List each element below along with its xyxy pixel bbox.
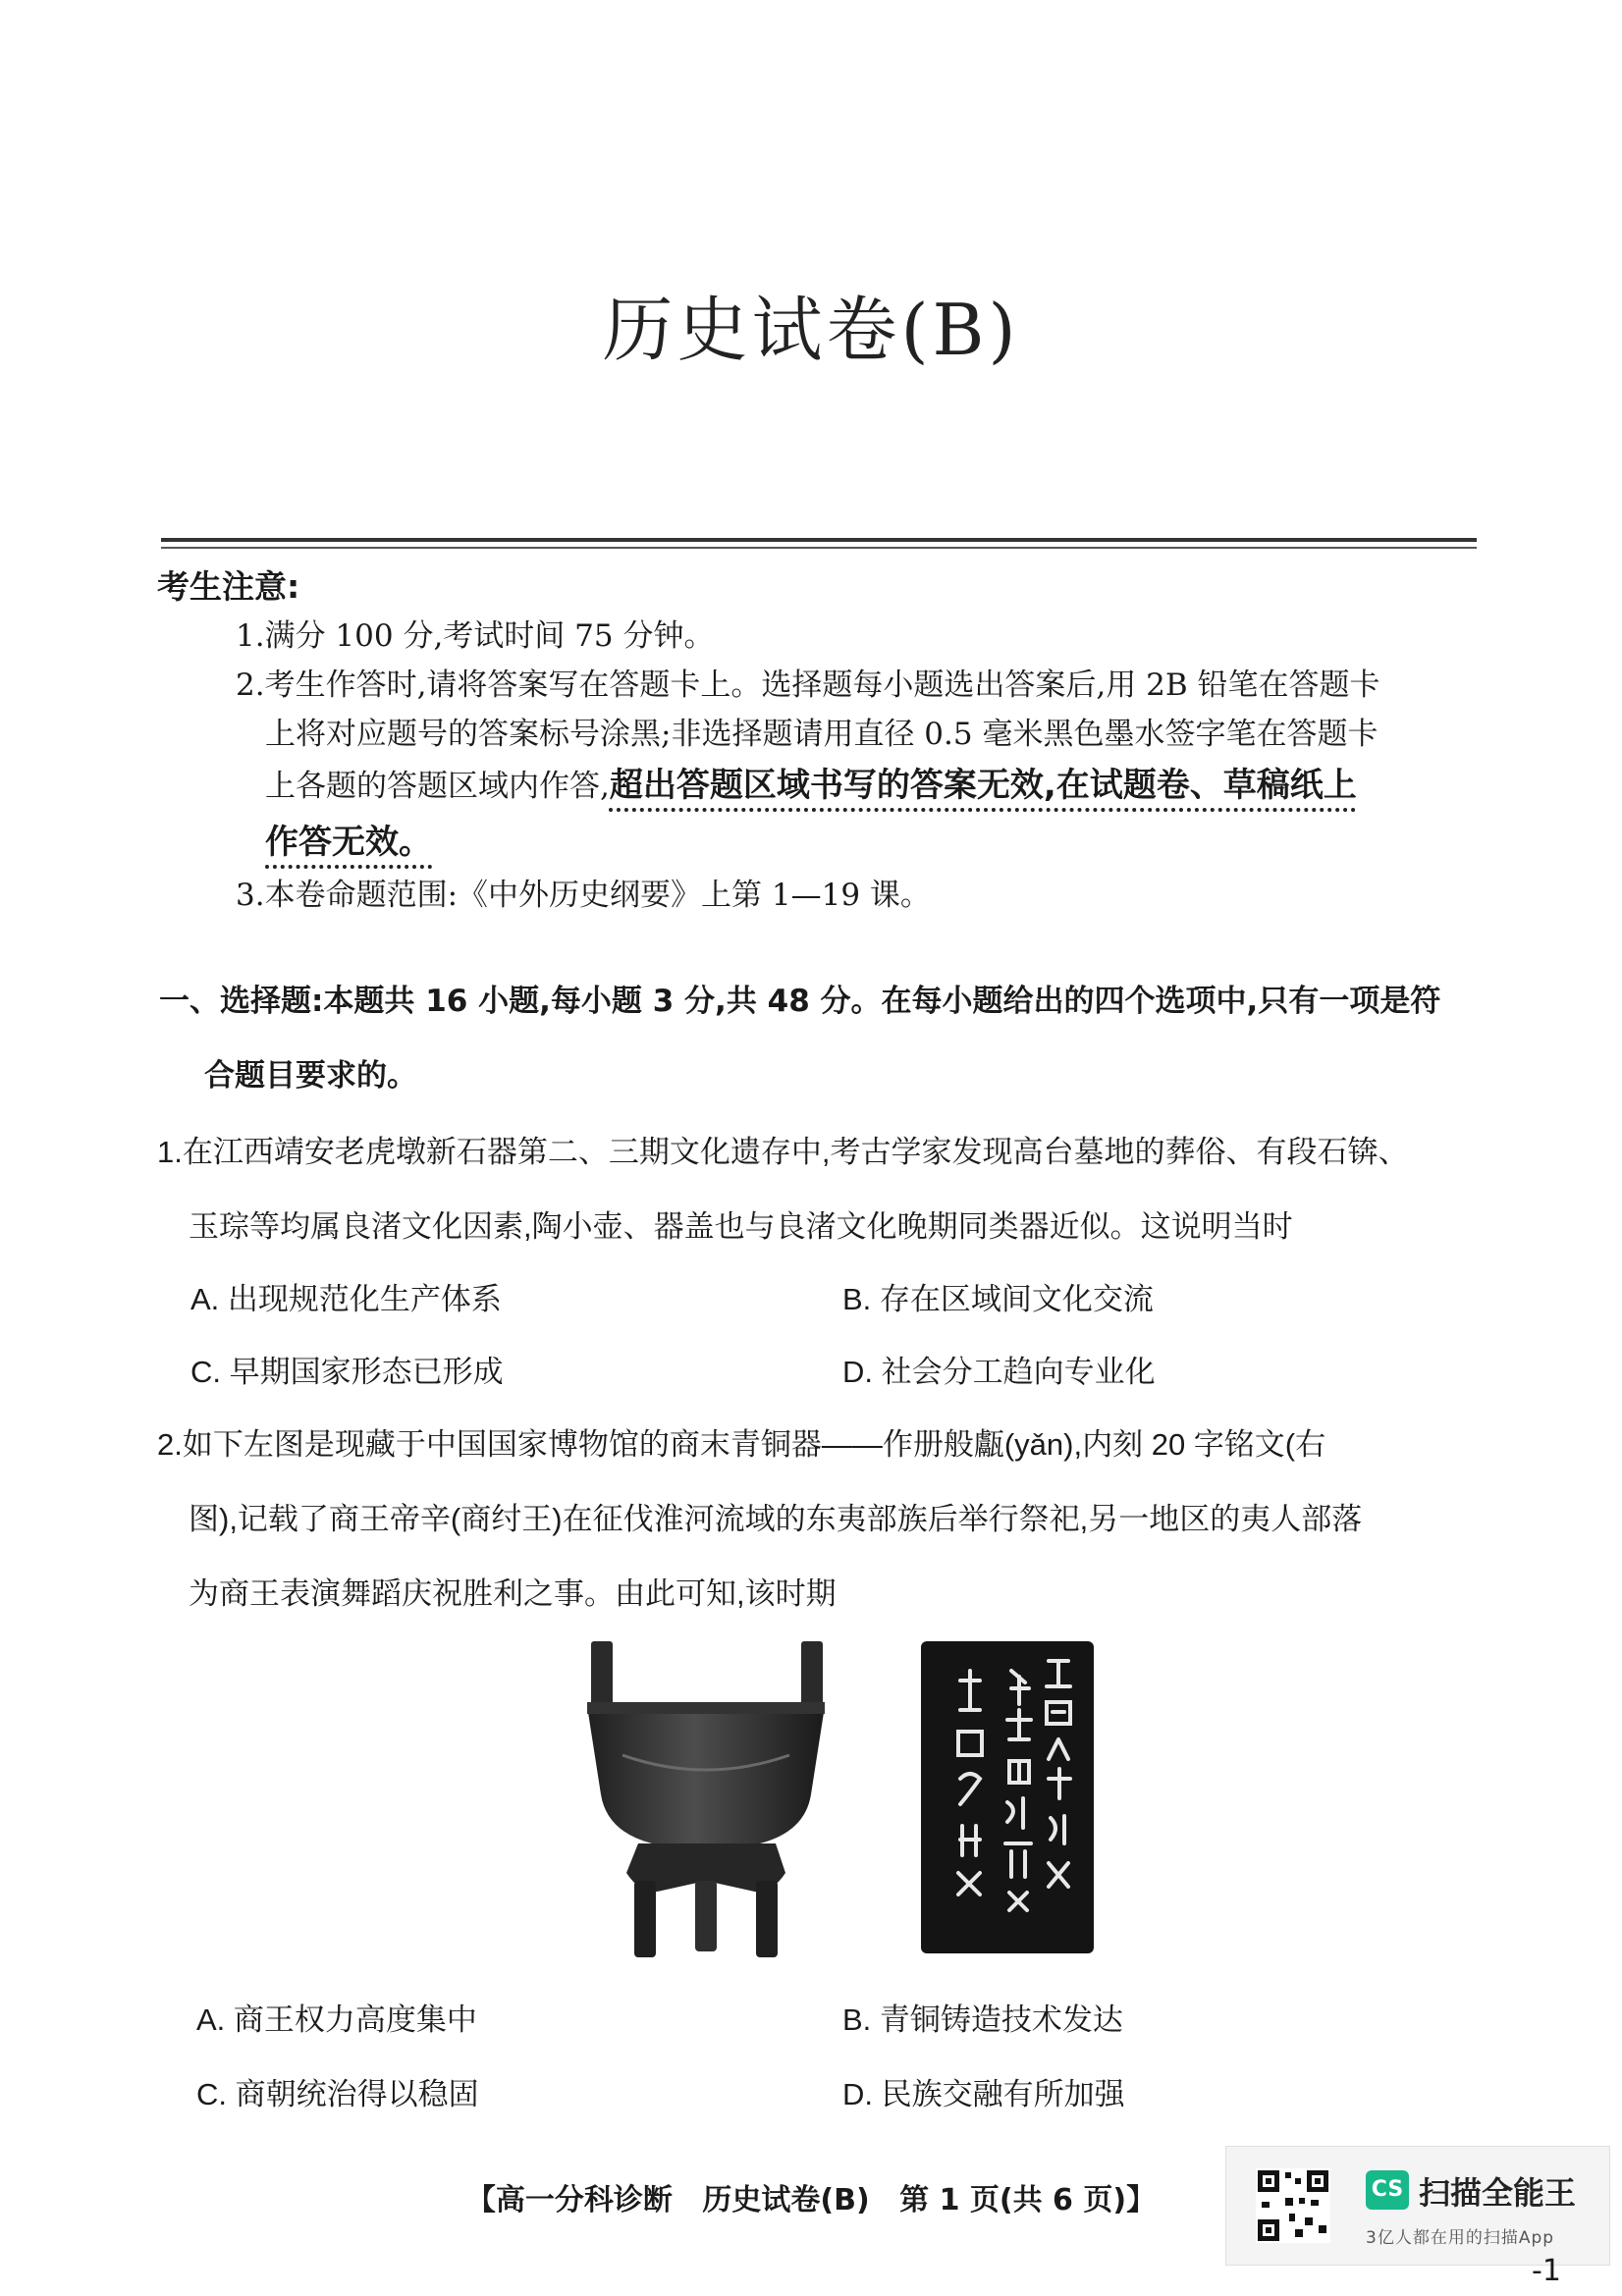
header-rule-thick [161,538,1477,542]
question-1-stem-line-1: 1.在江西靖安老虎墩新石器第二、三期文化遗存中,考古学家发现高台墓地的葬俗、有段石锛、 [157,1135,1409,1169]
footer-subject: 历史试卷(B) [702,2183,870,2217]
footer-exam-label: 【高一分科诊断 [465,2183,673,2217]
qr-code-icon [1256,2168,1330,2243]
scanner-app-name: 扫描全能王 [1419,2174,1577,2212]
question-1-stem-line-2: 玉琮等均属良渚文化因素,陶小壶、器盖也与良渚文化晚期同类器近似。这说明当时 [189,1209,1293,1244]
question-1-option-d[interactable]: D. 社会分工趋向专业化 [842,1355,1156,1389]
section-1-heading: 一、选择题:本题共 16 小题,每小题 3 分,共 48 分。在每小题给出的四个选项中,只有一项是符 [159,984,1441,1019]
notice-item-1: 1.满分 100 分,考试时间 75 分钟。 [236,618,715,654]
question-2-option-c[interactable]: C. 商朝统治得以稳固 [196,2077,479,2111]
notice-item-2-line-1: 2.考生作答时,请将答案写在答题卡上。选择题每小题选出答案后,用 2B 铅笔在答题卡 [236,667,1380,703]
question-1-option-c[interactable]: C. 早期国家形态已形成 [190,1355,504,1389]
footer-page-number: 第 1 页(共 6 页)】 [899,2183,1157,2217]
question-2-stem-line-1: 2.如下左图是现藏于中国国家博物馆的商末青铜器——作册般甗(yǎn),内刻 20 字铭文(右 [157,1427,1326,1462]
notice-item-2-plain: 上各题的答题区域内作答, [265,769,610,804]
exam-title: 历史试卷(B) [602,289,1020,371]
question-2-option-d[interactable]: D. 民族交融有所加强 [842,2077,1125,2111]
question-2-option-b[interactable]: B. 青铜铸造技术发达 [842,2002,1123,2037]
notice-emphasis-end: 作答无效。 [265,823,432,862]
question-1-option-b[interactable]: B. 存在区域间文化交流 [842,1282,1154,1316]
camscanner-logo-icon: CS [1366,2170,1409,2210]
question-1-option-a[interactable]: A. 出现规范化生产体系 [190,1282,502,1316]
inscription-rubbing-image [921,1641,1094,1953]
scanner-tagline: 3亿人都在用的扫描App [1366,2228,1555,2248]
notice-item-2-line-2: 上将对应题号的答案标号涂黑;非选择题请用直径 0.5 毫米黑色墨水签字笔在答题卡 [265,717,1379,752]
notice-emphasis: 超出答题区域书写的答案无效,在试题卷、草稿纸上 [609,766,1357,805]
header-rule-thin [161,547,1477,549]
notice-item-2-line-4 [265,821,432,864]
notice-heading: 考生注意: [157,567,300,606]
question-2-stem-line-2: 图),记载了商王帝辛(商纣王)在征伐淮河流域的东夷部族后举行祭祀,另一地区的夷人部落 [189,1502,1363,1536]
notice-item-2-line-3 [265,764,1357,807]
notice-item-3: 3.本卷命题范围:《中外历史纲要》上第 1—19 课。 [236,878,931,913]
scanner-watermark [1225,2146,1610,2266]
section-1-heading-cont: 合题目要求的。 [204,1058,417,1094]
bronze-yan-vessel-image [583,1637,829,1961]
question-2-stem-line-3: 为商王表演舞蹈庆祝胜利之事。由此可知,该时期 [189,1576,837,1611]
question-2-option-a[interactable]: A. 商王权力高度集中 [196,2002,477,2037]
page-edge-number: -1 [1532,2254,1561,2288]
